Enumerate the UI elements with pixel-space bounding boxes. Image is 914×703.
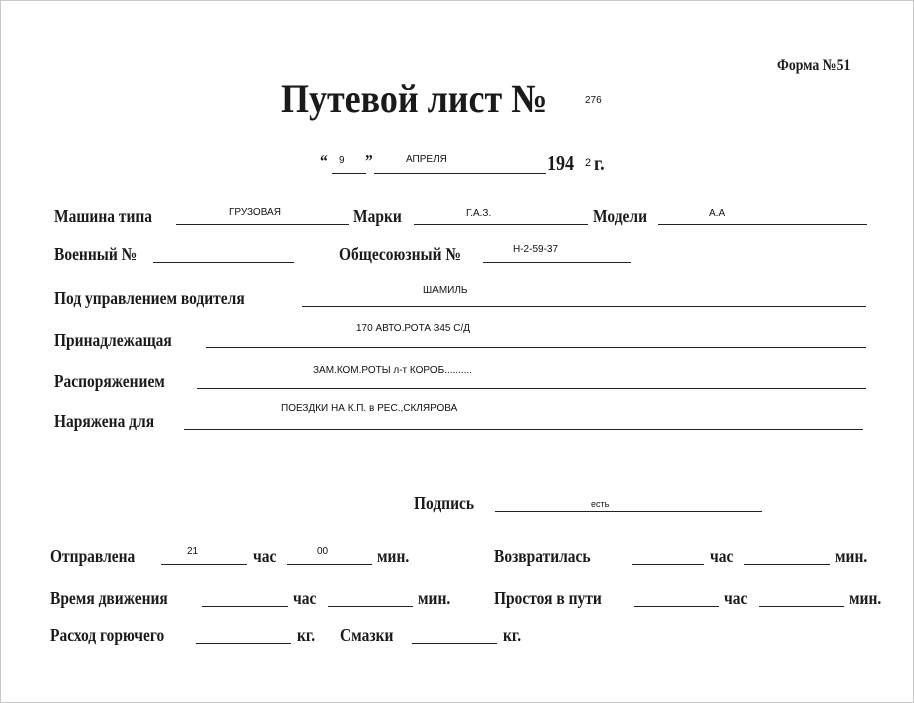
min-unit: мин. (377, 546, 410, 566)
min-unit: мин. (418, 588, 451, 608)
departed-hour-value: 21 (187, 546, 199, 557)
month-line[interactable] (374, 173, 546, 174)
year-prefix: 194 (547, 151, 575, 175)
lube-line[interactable] (412, 643, 497, 644)
order-label: Распоряжением (54, 371, 165, 391)
min-unit: мин. (849, 588, 882, 608)
purpose-label: Наряжена для (54, 411, 155, 431)
month-value: АПРЕЛЯ (406, 154, 447, 165)
hour-unit: час (710, 546, 734, 566)
brand-value: Г.А.З. (466, 208, 492, 219)
year-suffix: г. (594, 151, 605, 175)
model-label: Модели (593, 206, 648, 226)
hour-unit: час (724, 588, 748, 608)
union-number-label: Общесоюзный № (339, 244, 461, 264)
owner-line[interactable] (206, 347, 866, 348)
departed-hour-line[interactable] (161, 564, 247, 565)
brand-label: Марки (353, 206, 402, 226)
kg-unit: кг. (297, 625, 316, 645)
year-digit: 2 (585, 157, 592, 169)
signature-value: есть (591, 499, 610, 509)
page-title: Путевой лист № (281, 76, 548, 121)
idle-min-line[interactable] (759, 606, 844, 607)
day-value: 9 (339, 155, 345, 166)
travel-hour-line[interactable] (202, 606, 288, 607)
military-number-line[interactable] (153, 262, 294, 263)
returned-hour-line[interactable] (632, 564, 704, 565)
departed-label: Отправлена (50, 546, 136, 566)
vehicle-type-line[interactable] (176, 224, 349, 225)
open-quote: “ (320, 151, 328, 171)
fuel-label: Расход горючего (50, 625, 165, 645)
signature-label: Подпись (414, 493, 475, 513)
hour-unit: час (293, 588, 317, 608)
lube-label: Смазки (340, 625, 394, 645)
travel-min-line[interactable] (328, 606, 413, 607)
military-number-label: Военный № (54, 244, 138, 264)
driver-value: ШАМИЛЬ (423, 285, 468, 296)
idle-hour-line[interactable] (634, 606, 719, 607)
order-value: ЗАМ.КОМ.РОТЫ л-т КОРОБ.......... (313, 365, 472, 376)
hour-unit: час (253, 546, 277, 566)
model-value: А.А (709, 208, 726, 219)
brand-line[interactable] (414, 224, 588, 225)
returned-label: Возвратилась (494, 546, 591, 566)
min-unit: мин. (835, 546, 868, 566)
fuel-line[interactable] (196, 643, 291, 644)
purpose-line[interactable] (184, 429, 863, 430)
signature-line[interactable] (495, 511, 762, 512)
departed-min-value: 00 (317, 546, 329, 557)
order-line[interactable] (197, 388, 866, 389)
driver-label: Под управлением водителя (54, 288, 245, 308)
model-line[interactable] (658, 224, 867, 225)
vehicle-type-value: ГРУЗОВАЯ (229, 207, 281, 218)
driver-line[interactable] (302, 306, 866, 307)
returned-min-line[interactable] (744, 564, 830, 565)
union-number-value: Н-2-59-37 (513, 244, 559, 255)
departed-min-line[interactable] (287, 564, 372, 565)
idle-time-label: Простоя в пути (494, 588, 602, 608)
waybill-number: 276 (585, 95, 602, 106)
day-line[interactable] (332, 173, 366, 174)
purpose-value: ПОЕЗДКИ НА К.П. в РЕС.,СКЛЯРОВА (281, 403, 458, 414)
form-number: Форма №51 (777, 57, 851, 74)
close-quote: ” (365, 151, 373, 171)
union-number-line[interactable] (483, 262, 631, 263)
kg-unit: кг. (503, 625, 522, 645)
owner-label: Принадлежащая (54, 330, 172, 350)
vehicle-type-label: Машина типа (54, 206, 153, 226)
owner-value: 170 АВТО.РОТА 345 С/Д (356, 323, 471, 334)
travel-time-label: Время движения (50, 588, 168, 608)
